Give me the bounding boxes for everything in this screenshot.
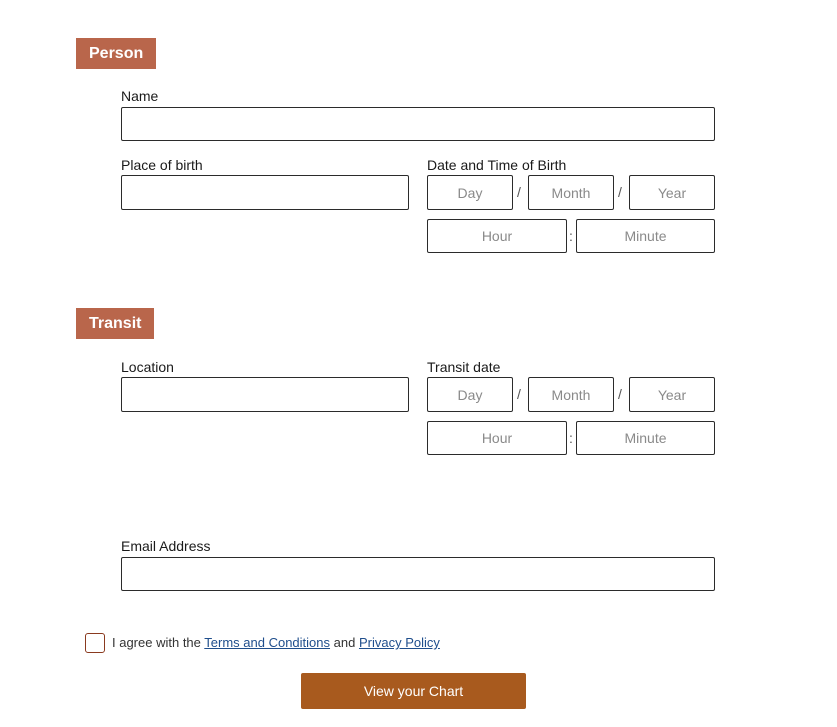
name-input[interactable] — [121, 107, 715, 141]
birth-minute-input[interactable] — [576, 219, 715, 253]
time-separator: : — [569, 430, 573, 446]
person-section-badge: Person — [76, 38, 156, 69]
name-label: Name — [121, 88, 159, 104]
location-input[interactable] — [121, 377, 409, 412]
consent-text — [112, 635, 440, 650]
transit-minute-input[interactable] — [576, 421, 715, 455]
terms-link[interactable]: Terms and Conditions — [204, 635, 331, 650]
consent-conjunction: and — [333, 635, 356, 650]
birth-month-input[interactable] — [528, 175, 614, 210]
location-label: Location — [121, 359, 174, 375]
birth-datetime-label: Date and Time of Birth — [427, 157, 567, 173]
time-separator: : — [569, 228, 573, 244]
date-separator: / — [618, 184, 622, 200]
place-of-birth-label: Place of birth — [121, 157, 203, 173]
email-label: Email Address — [121, 538, 211, 554]
terms-checkbox[interactable] — [85, 633, 105, 653]
date-separator: / — [517, 386, 521, 402]
consent-prefix: I agree with the — [112, 635, 201, 650]
transit-day-input[interactable] — [427, 377, 513, 412]
place-of-birth-input[interactable] — [121, 175, 409, 210]
privacy-link[interactable]: Privacy Policy — [358, 635, 440, 650]
transit-section-badge: Transit — [76, 308, 154, 339]
birth-year-input[interactable] — [629, 175, 715, 210]
date-separator: / — [517, 184, 521, 200]
email-input[interactable] — [121, 557, 715, 591]
transit-date-label: Transit date — [427, 359, 501, 375]
transit-month-input[interactable] — [528, 377, 614, 412]
date-separator: / — [618, 386, 622, 402]
transit-year-input[interactable] — [629, 377, 715, 412]
birth-hour-input[interactable] — [427, 219, 567, 253]
transit-hour-input[interactable] — [427, 421, 567, 455]
view-chart-button[interactable]: View your Chart — [301, 673, 526, 709]
birth-day-input[interactable] — [427, 175, 513, 210]
